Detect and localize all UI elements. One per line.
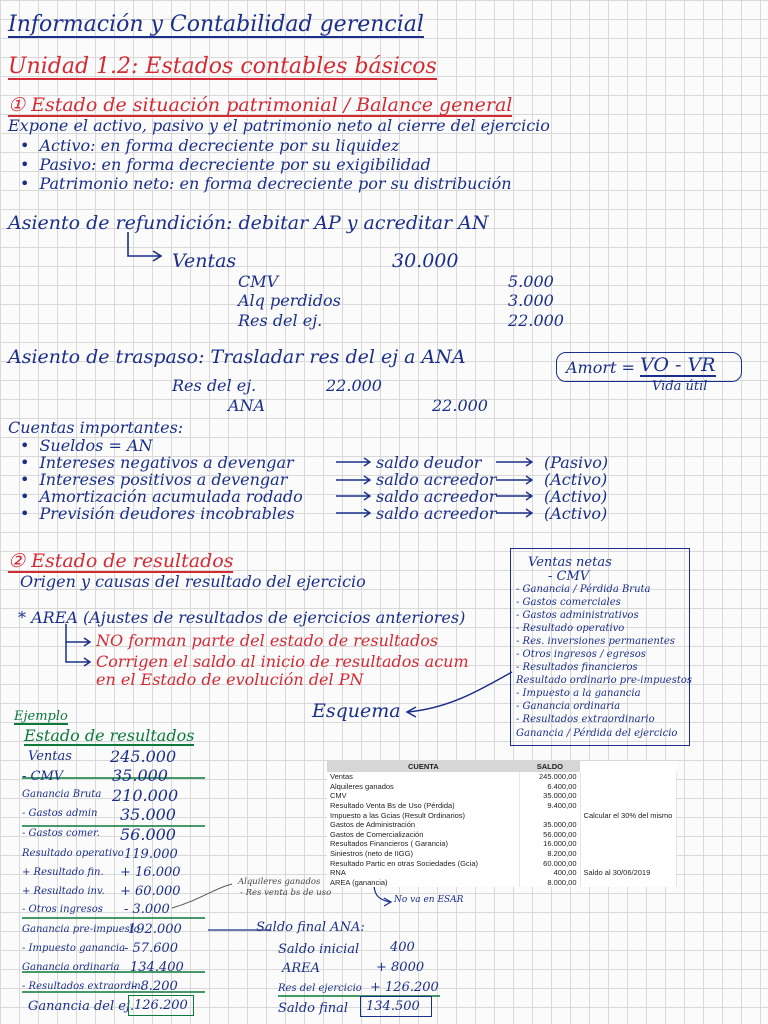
esquema-item: - Resultado operativo [516, 623, 625, 634]
ejemplo-row-value: 56.000 [120, 825, 176, 844]
esquema-item: - Resultados extraordinario [516, 714, 655, 725]
cuenta-item: • Intereses negativos a devengar [20, 455, 294, 471]
ejemplo-row-value: + 60.000 [120, 884, 181, 899]
amort-vida-util: Vida útil [652, 379, 708, 394]
esquema-item: - Ganancia ordinaria [516, 701, 621, 712]
saldo-row-value: 134.500 [366, 999, 420, 1014]
traspaso-row1-label: Res del ej. [172, 376, 257, 395]
esquema-item: - Ganancia / Pérdida Bruta [516, 584, 651, 595]
ledger-header [580, 761, 676, 772]
side-note-1: Alquileres ganados [238, 877, 321, 887]
cuenta-tipo: (Activo) [544, 504, 608, 523]
ledger-cell: RNA [327, 868, 520, 878]
refundicion-title: Asiento de refundición: debitar AP y acreditar AN [8, 212, 489, 234]
ledger-cell: Gastos de Comercialización [327, 830, 520, 840]
table-row [327, 791, 677, 801]
amort-formula: VO - VR [640, 354, 716, 376]
esquema-item: Resultado ordinario pre-impuestos [516, 675, 693, 686]
ledger-cell [580, 772, 676, 782]
ledger-cell: Gastos de Administración [327, 820, 520, 830]
traspaso-row1-value: 22.000 [326, 376, 382, 395]
cuentas-title: Cuentas importantes: [8, 418, 184, 437]
ejemplo-row-label: Ganancia ordinaria [22, 962, 120, 973]
esquema-item: - Resultados financieros [516, 662, 638, 673]
ledger-cell: Siniestros (neto de IIGG) [327, 849, 520, 859]
ejemplo-row-value: + 16.000 [120, 865, 181, 880]
esquema-item: - Impuesto a la ganancia [516, 688, 641, 699]
ejemplo-row-value: 119.000 [124, 847, 178, 862]
section2-heading: ② Estado de resultados [8, 550, 234, 572]
table-row [327, 839, 677, 849]
esquema-item: Ventas netas [528, 555, 612, 570]
traspaso-row2-value: 22.000 [432, 396, 488, 415]
cuenta-item: • Previsión deudores incobrables [20, 506, 295, 522]
ledger-cell: Resultado Venta Bs de Uso (Pérdida) [327, 801, 520, 811]
saldo-row-label: Saldo final [278, 1001, 349, 1016]
area-point3: en el Estado de evolución del PN [96, 670, 364, 689]
ledger-cell: AREA (ganancia) [327, 878, 520, 888]
cuenta-saldo: saldo acreedor [376, 504, 497, 523]
ejemplo-row-value: - 8.200 [132, 979, 178, 994]
ejemplo-row-label: - Otros ingresos [22, 904, 103, 915]
ledger-cell: Ventas [327, 772, 520, 782]
ledger-cell [580, 820, 676, 830]
ejemplo-row-value: 35.000 [112, 766, 168, 785]
ledger-table [327, 761, 677, 887]
saldo-final-title: Saldo final ANA: [256, 920, 365, 935]
cuenta-item: • Sueldos = AN [20, 438, 153, 454]
ledger-cell [580, 878, 676, 888]
section1-intro: Expone el activo, pasivo y el patrimonio neto al cierre del ejercicio [8, 116, 550, 135]
table-row [327, 878, 677, 888]
refundicion-row-label: Alq perdidos [238, 291, 341, 310]
esquema-item: - CMV [548, 569, 590, 584]
table-row [327, 820, 677, 830]
cuenta-saldo: saldo acreedor [376, 470, 497, 489]
refundicion-row-label: Res del ej. [238, 311, 323, 330]
esquema-item: - Res. inversiones permanentes [516, 636, 675, 647]
ledger-cell: Calcular el 30% del mismo [580, 810, 676, 820]
side-note-2: - Res venta bs de uso [240, 888, 332, 898]
ejemplo-row-value: 192.000 [128, 922, 182, 937]
ledger-cell: Resultados Financieros ( Garancia) [327, 839, 520, 849]
ejemplo-row-label: Ganancia Bruta [22, 789, 102, 800]
table-row [327, 849, 677, 859]
refundicion-row-value: 5.000 [508, 272, 554, 291]
cuenta-item: • Amortización acumulada rodado [20, 489, 303, 505]
section2-intro: Origen y causas del resultado del ejercicio [20, 572, 366, 591]
refundicion-row-label: CMV [238, 272, 279, 291]
ejemplo-row-label: - Gastos comer. [22, 828, 100, 839]
ledger-header: CUENTA [327, 761, 520, 772]
ledger-cell: 16.000,00 [520, 839, 580, 849]
ledger-cell [580, 830, 676, 840]
ledger-cell: 60.000,00 [520, 858, 580, 868]
ledger-cell: Saldo al 30/06/2019 [580, 868, 676, 878]
saldo-row-label: Res del ejercicio [278, 983, 362, 994]
cuenta-tipo: (Activo) [544, 487, 608, 506]
ledger-cell: Resultado Partic en otras Sociedades (Gcia) [327, 858, 520, 868]
ejemplo-row-value: 35.000 [120, 805, 176, 824]
document-title: Información y Contabilidad gerencial [8, 12, 424, 37]
ledger-cell [580, 791, 676, 801]
ledger-cell: 56.000,00 [520, 830, 580, 840]
ledger-cell: 8.000,00 [520, 878, 580, 888]
traspaso-row2-label: ANA [228, 396, 266, 415]
cuenta-saldo: saldo acreedor [376, 487, 497, 506]
saldo-row-label: AREA [282, 961, 321, 976]
ledger-cell [580, 801, 676, 811]
ejemplo-row-label: Ventas [28, 749, 72, 764]
ejemplo-row-value: - 57.600 [124, 941, 179, 956]
ejemplo-row-label: - Impuesto ganancia [22, 943, 126, 954]
section1-heading: ① Estado de situación patrimonial / Balance general [8, 94, 513, 116]
ejemplo-tag: Ejemplo [14, 709, 68, 724]
bullet-pn: • Patrimonio neto: en forma decreciente por su distribución [20, 176, 512, 192]
table-row [327, 830, 677, 840]
refundicion-row-value: 3.000 [508, 291, 554, 310]
bullet-pasivo: • Pasivo: en forma decreciente por su exigibilidad [20, 157, 431, 173]
saldo-row-value: + 8000 [376, 960, 425, 975]
ledger-cell: 400,00 [520, 868, 580, 878]
esquema-item: - Gastos administrativos [516, 610, 639, 621]
table-row [327, 782, 677, 792]
ledger-header: SALDO [520, 761, 580, 772]
ejemplo-row-value: 245.000 [110, 747, 177, 766]
refundicion-row-value: 22.000 [508, 311, 564, 330]
amort-label: Amort = [566, 358, 635, 377]
esquema-item: Ganancia / Pérdida del ejercicio [516, 728, 678, 739]
ledger-cell: Alquileres ganados [327, 782, 520, 792]
ejemplo-row-value: 134.400 [130, 960, 184, 975]
ledger-cell [580, 849, 676, 859]
ejemplo-row-label: Ganancia pre-impuesto [22, 924, 140, 935]
ejemplo-row-value: 126.200 [134, 998, 188, 1013]
cuenta-tipo: (Pasivo) [544, 453, 609, 472]
ejemplo-row-value: 210.000 [112, 786, 179, 805]
ejemplo-title: Estado de resultados [24, 726, 195, 745]
ledger-cell: 245.000,00 [520, 772, 580, 782]
ledger-cell: Impuesto a las Gcias (Result Ordinarios) [327, 810, 520, 820]
saldo-row-value: 400 [390, 940, 415, 955]
ejemplo-row-label: + Resultado fin. [22, 867, 104, 878]
ejemplo-row-label: Resultado operativo [22, 848, 124, 859]
esquema-item: - Otros ingresos / egresos [516, 649, 646, 660]
saldo-row-label: Saldo inicial [278, 942, 360, 957]
table-row [327, 868, 677, 878]
ejemplo-row-label: - CMV [22, 769, 64, 784]
saldo-row-value: + 126.200 [370, 980, 439, 995]
ledger-cell [580, 858, 676, 868]
table-row [327, 810, 677, 820]
table-row [327, 801, 677, 811]
ledger-cell: 9.400,00 [520, 801, 580, 811]
cuenta-saldo: saldo deudor [376, 453, 482, 472]
no-va-note: No va en ESAR [394, 895, 464, 905]
cuenta-item: • Intereses positivos a devengar [20, 472, 287, 488]
ejemplo-row-label: Ganancia del ej. [28, 999, 135, 1014]
ledger-cell: CMV [327, 791, 520, 801]
ejemplo-row-label: - Gastos admin [22, 808, 98, 819]
esquema-label: Esquema [312, 700, 401, 722]
esquema-item: - Gastos comerciales [516, 597, 621, 608]
ledger-cell: 8.200,00 [520, 849, 580, 859]
table-row [327, 772, 677, 782]
ejemplo-row-label: + Resultado inv. [22, 886, 105, 897]
bullet-activo: • Activo: en forma decreciente por su liquidez [20, 138, 399, 154]
ledger-cell [580, 839, 676, 849]
ledger-cell [520, 810, 580, 820]
ledger-cell [580, 782, 676, 792]
refundicion-ventas-label: Ventas [172, 250, 237, 272]
unit-title: Unidad 1.2: Estados contables básicos [8, 54, 437, 79]
ledger-cell: 35.000,00 [520, 820, 580, 830]
ejemplo-row-value: - 3.000 [124, 902, 170, 917]
area-title: * AREA (Ajustes de resultados de ejercicios anteriores) [18, 608, 466, 627]
cuenta-tipo: (Activo) [544, 470, 608, 489]
refundicion-ventas-value: 30.000 [392, 250, 459, 272]
ledger-cell: 35.000,00 [520, 791, 580, 801]
traspaso-title: Asiento de traspaso: Trasladar res del ej a ANA [8, 346, 466, 368]
area-point1: NO forman parte del estado de resultados [96, 631, 439, 650]
table-row [327, 858, 677, 868]
ejemplo-row-label: - Resultados extraordin. [22, 981, 144, 992]
ledger-header-row [327, 761, 677, 772]
ledger-cell: 6.400,00 [520, 782, 580, 792]
area-point2: Corrigen el saldo al inicio de resultados acum [96, 652, 469, 671]
